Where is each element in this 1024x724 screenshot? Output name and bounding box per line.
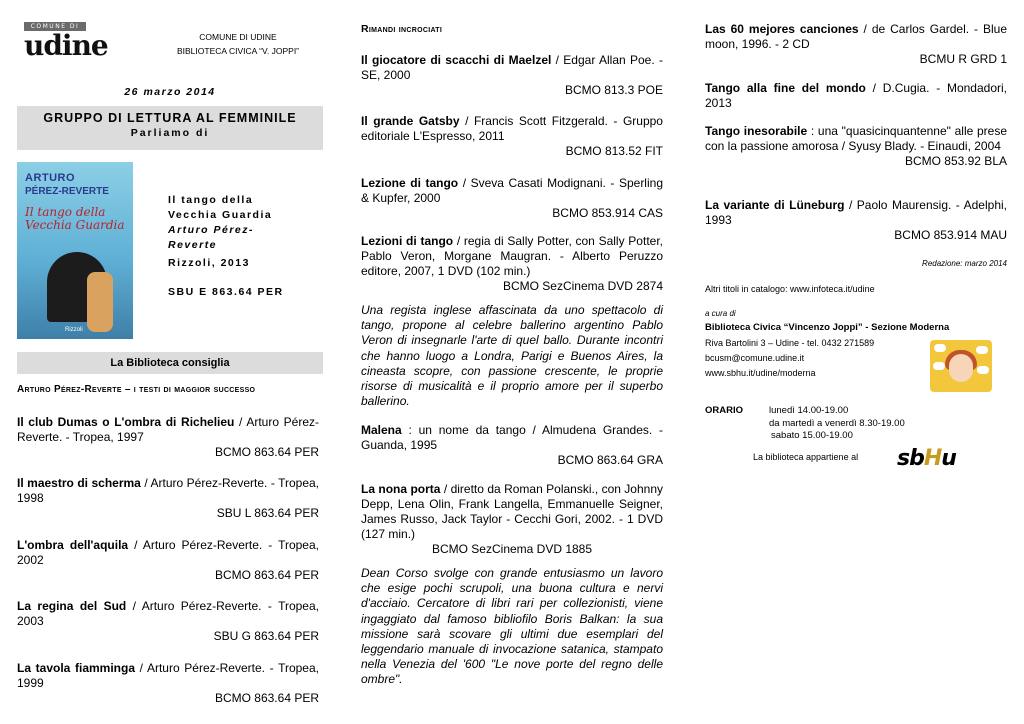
- cover-author-first: ARTURO: [25, 172, 76, 184]
- entry-details: / diretto da Roman Polanski., con Johnny Depp, Lena Olin, Frank Langella, Emmanuelle Seigner, James Russo, Jack Taylor - Cecchi Gori, 2002. - 1 DVD (127 min.): [361, 482, 664, 541]
- entry-title: Il giocatore di scacchi di Maelzel: [361, 53, 552, 67]
- entry-shelfmark: BCMO 853.914 MAU: [894, 228, 1007, 242]
- library-email[interactable]: bcusm@comune.udine.it: [705, 353, 805, 363]
- hours-line-3: sabato 15.00-19.00: [771, 430, 853, 441]
- entry-title: Tango inesorabile: [705, 124, 808, 138]
- meeting-date: 26 marzo 2014: [124, 86, 216, 98]
- entry-details: / Edgar Allan Poe. - SE, 2000: [361, 53, 663, 82]
- entry-shelfmark: BCMO 813.52 FIT: [565, 144, 663, 158]
- list-item: [705, 198, 1007, 243]
- entry-details: / Arturo Pérez-Reverte. - Tropea, 2002: [17, 538, 319, 567]
- entry-details: / de Carlos Gardel. - Blue moon, 1996. - 2 CD: [705, 22, 1007, 51]
- list-item: [705, 22, 1007, 67]
- hours-line-2: da martedì a venerdì 8.30-19.00: [769, 417, 905, 429]
- illustration-face: [949, 354, 973, 382]
- altri-titoli-link[interactable]: Altri titoli in catalogo: www.infoteca.it/udine: [705, 284, 875, 294]
- entry-details: / Sveva Casati Modignani. - Sperling & Kupfer, 2000: [361, 176, 663, 205]
- cover-dancer-figure-2: [87, 272, 113, 332]
- cover-author-last: PÉREZ-REVERTE: [25, 186, 109, 197]
- entry-title: La regina del Sud: [17, 599, 127, 613]
- comune-name: COMUNE DI UDINE: [199, 32, 277, 42]
- book-title-line1: Il tango della: [168, 194, 254, 206]
- cover-title: Il tango della Vecchia Guardia: [25, 205, 125, 232]
- book-author-line2: Reverte: [168, 239, 218, 251]
- entry-title: Il grande Gatsby: [361, 114, 460, 128]
- entry-details: / Paolo Maurensig. - Adelphi, 1993: [705, 198, 1007, 227]
- entry-shelfmark: BCMO 853.914 CAS: [552, 206, 663, 220]
- list-item: [361, 53, 663, 98]
- list-item: [361, 234, 663, 294]
- sbhu-logo-part: sb: [897, 446, 924, 471]
- list-item: [17, 538, 319, 583]
- arturo-section-title: Arturo Pérez-Reverte – i testi di maggior successo: [17, 384, 256, 395]
- reading-woman-illustration: [930, 340, 992, 392]
- entry-shelfmark: BCMO 863.64 PER: [214, 445, 319, 459]
- list-item: [17, 661, 319, 706]
- sbhu-logo-part: H: [923, 446, 942, 471]
- entry-shelfmark: BCMO SezCinema DVD 2874: [502, 279, 663, 293]
- list-item: [361, 423, 663, 468]
- list-item: [17, 599, 319, 644]
- list-item: [361, 482, 663, 557]
- entry-title: Lezioni di tango: [361, 234, 454, 248]
- group-banner: [17, 106, 323, 150]
- entry-shelfmark: BCMO 863.64 GRA: [557, 453, 663, 467]
- library-address: Riva Bartolini 3 – Udine - tel. 0432 271589: [705, 338, 875, 348]
- list-item: [705, 124, 1007, 169]
- book-title-line2: Vecchia Guardia: [168, 209, 273, 221]
- biblioteca-name: BIBLIOTECA CIVICA “V. JOPPI”: [176, 46, 300, 56]
- list-item: [361, 176, 663, 221]
- entry-title: L'ombra dell'aquila: [17, 538, 129, 552]
- list-item: [17, 476, 319, 521]
- entry-details: / Arturo Pérez-Reverte. - Tropea, 1998: [17, 476, 319, 505]
- entry-shelfmark: BCMO SezCinema DVD 1885: [431, 542, 593, 556]
- logo-udine-word: udine: [24, 29, 108, 62]
- sbhu-logo: [897, 446, 956, 471]
- book-cover-image: [17, 162, 133, 339]
- entry-shelfmark: SBU G 863.64 PER: [213, 629, 319, 643]
- book-author-line1: Arturo Pérez-: [168, 224, 255, 236]
- a-cura-label: a cura di: [705, 309, 736, 318]
- redazione-note: Redazione: marzo 2014: [922, 259, 1007, 268]
- entry-details: / Francis Scott Fitzgerald. - Gruppo editoriale L'Espresso, 2011: [361, 114, 663, 143]
- entry-title: Lezione di tango: [361, 176, 459, 190]
- entry-shelfmark: BCMO 863.64 PER: [214, 568, 319, 582]
- speech-bubble-icon: [934, 344, 946, 352]
- entry-shelfmark: BCMO 863.64 PER: [214, 691, 319, 705]
- consiglia-banner: La Biblioteca consiglia: [17, 352, 323, 374]
- entry-title: La variante di Lüneburg: [705, 198, 845, 212]
- book-publisher: Rizzoli, 2013: [168, 257, 250, 269]
- list-item: [361, 114, 663, 159]
- nona-porta-description: Dean Corso svolge con grande entusiasmo un lavoro che esige pochi scrupoli, una buona cultura e nervi d'acciaio. Cercatore di libri rari per collezionisti, viene ingaggiato dal famoso bibliofilo Boris Balkan: la sua missione sarà scovare gli ultimi due esemplari del leggendario manuale di invocazione satanica, stampato nella Venezia del '600 "Le nove porte del regno delle ombre".: [361, 566, 663, 687]
- entry-details: : un nome da tango / Almudena Grandes. - Guanda, 1995: [361, 423, 663, 452]
- book-shelfmark: SBU E 863.64 PER: [168, 286, 284, 298]
- hours-line-1: lunedì 14.00-19.00: [769, 405, 849, 416]
- list-item: [705, 81, 1007, 111]
- group-subtitle: Parliamo di: [130, 127, 210, 139]
- entry-details: / Arturo Pérez-Reverte. - Tropea, 1997: [17, 415, 319, 444]
- group-title: GRUPPO DI LETTURA AL FEMMINILE: [43, 111, 297, 125]
- entry-title: Las 60 mejores canciones: [705, 22, 859, 36]
- entry-shelfmark: BCMU R GRD 1: [919, 52, 1007, 66]
- lezioni-description: Una regista inglese affascinata da uno spettacolo di tango, propone al celebre ballerino argentino Pablo Veron di insegnarle l'arte di quel ballo. Durante incontri che hanno luogo a Londra, Parigi e Buenos Aires, la cineasta scopre, con passione crescente, le proprie risorse di musicalità e il proprio amore per il superbo ballerino.: [361, 303, 663, 409]
- entry-title: Tango alla fine del mondo: [705, 81, 866, 95]
- cover-publisher: Rizzoli: [65, 327, 83, 333]
- opening-hours: [769, 405, 905, 443]
- entry-details: / Arturo Pérez-Reverte. - Tropea, 1999: [17, 661, 319, 690]
- sbhu-membership-text: La biblioteca appartiene al: [753, 452, 859, 462]
- entry-details: : una "quasicinquantenne" alle prese con la passione amorosa / Syusy Blady. - Einaudi, 2004: [705, 124, 1008, 153]
- entry-title: La nona porta: [361, 482, 441, 496]
- speech-bubble-icon: [976, 346, 988, 354]
- library-website[interactable]: www.sbhu.it/udine/moderna: [705, 368, 816, 378]
- speech-bubble-icon: [933, 362, 945, 370]
- library-name: Biblioteca Civica “Vincenzo Joppi” - Sezione Moderna: [705, 322, 950, 333]
- entry-title: Malena: [361, 423, 402, 437]
- entry-title: La tavola fiamminga: [17, 661, 135, 675]
- header-institution: [163, 30, 313, 58]
- entry-details: / regia di Sally Potter, con Sally Potter, Pablo Veron, Morgane Maugran. - Alberto Peruzzo editore, 2007, 1 DVD (102 min.): [361, 234, 663, 278]
- entry-shelfmark: SBU L 863.64 PER: [216, 506, 319, 520]
- speech-bubble-icon: [977, 366, 989, 374]
- orario-label: ORARIO: [705, 405, 743, 416]
- entry-details: / Arturo Pérez-Reverte. - Tropea, 2003: [17, 599, 319, 628]
- entry-shelfmark: BCMO 813.3 POE: [564, 83, 663, 97]
- entry-details: / D.Cugia. - Mondadori, 2013: [705, 81, 1007, 110]
- sbhu-logo-part: u: [941, 446, 956, 471]
- entry-title: Il maestro di scherma: [17, 476, 141, 490]
- udine-logo: [24, 22, 110, 62]
- logo-comune-bar: COMUNE DI: [24, 22, 86, 31]
- rimandi-section-title: Rimandi incrociati: [361, 23, 443, 35]
- entry-shelfmark: BCMO 853.92 BLA: [904, 154, 1007, 168]
- entry-title: Il club Dumas o L'ombra di Richelieu: [17, 415, 235, 429]
- featured-book-info: [168, 193, 284, 300]
- list-item: [17, 415, 319, 460]
